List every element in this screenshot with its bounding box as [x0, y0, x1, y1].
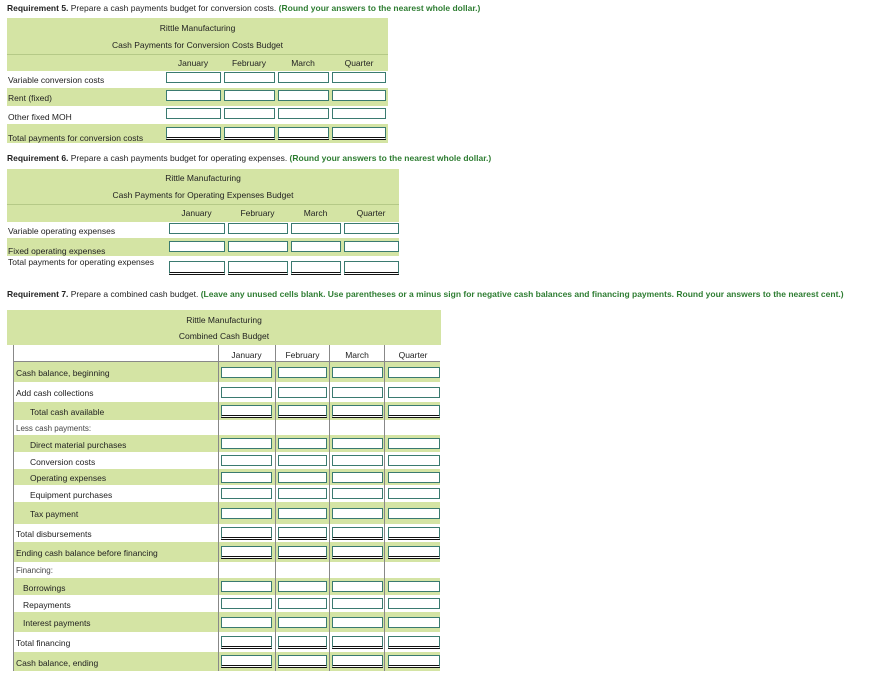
input-operating-expenses-february[interactable]	[278, 472, 327, 483]
input-add-cash-collections-march[interactable]	[332, 387, 383, 398]
row-label-variable-conversion-costs: Variable conversion costs	[8, 75, 105, 85]
input-add-cash-collections-quarter[interactable]	[388, 387, 440, 398]
input-cash-balance-ending-february[interactable]	[278, 655, 327, 668]
row-label-repayments: Repayments	[23, 600, 71, 610]
input-interest-payments-february[interactable]	[278, 617, 327, 628]
input-equipment-purchases-february[interactable]	[278, 488, 327, 499]
input-total-financing-quarter[interactable]	[388, 636, 440, 649]
input-add-cash-collections-february[interactable]	[278, 387, 327, 398]
budget-title: Combined Cash Budget	[178, 331, 270, 341]
input-cash-balance-beginning-quarter[interactable]	[388, 367, 440, 378]
row-label-equipment-purchases: Equipment purchases	[30, 490, 113, 500]
col-header-february: February	[231, 58, 266, 68]
row-label-total-financing: Total financing	[16, 638, 71, 648]
col-header-march: March	[291, 58, 315, 68]
input-borrowings-february[interactable]	[278, 581, 327, 592]
input-operating-expenses-january[interactable]	[221, 472, 272, 483]
input-operating-expenses-march[interactable]	[332, 472, 383, 483]
col-header-march: March	[345, 350, 369, 360]
input-fixed-operating-january[interactable]	[169, 241, 225, 252]
row-label-total-conversion-costs: Total payments for conversion costs	[8, 133, 144, 143]
input-equipment-purchases-quarter[interactable]	[388, 488, 440, 499]
input-variable-operating-march[interactable]	[291, 223, 341, 234]
input-direct-material-purchases-march[interactable]	[332, 438, 383, 449]
input-total-disbursements-quarter[interactable]	[388, 527, 440, 540]
row-label-total-cash-available: Total cash available	[30, 407, 105, 417]
input-total-conversion-march[interactable]	[278, 127, 329, 140]
requirement-5-instruction: Requirement 5. Prepare a cash payments budget for conversion costs. (Round your answers to the nearest whole dollar.)	[7, 3, 481, 13]
input-other-moh-january[interactable]	[166, 108, 221, 119]
col-header-march: March	[303, 208, 328, 218]
col-header-january: January	[177, 58, 209, 68]
input-rent-march[interactable]	[278, 90, 329, 101]
input-total-cash-available-march[interactable]	[332, 405, 383, 418]
company-name: Rittle Manufacturing	[159, 23, 236, 33]
input-repayments-quarter[interactable]	[388, 598, 440, 609]
input-total-operating-january[interactable]	[169, 261, 225, 275]
input-tax-payment-february[interactable]	[278, 508, 327, 519]
input-fixed-operating-quarter[interactable]	[344, 241, 399, 252]
input-interest-payments-march[interactable]	[332, 617, 383, 628]
input-other-moh-quarter[interactable]	[332, 108, 386, 119]
input-borrowings-march[interactable]	[332, 581, 383, 592]
input-operating-expenses-quarter[interactable]	[388, 472, 440, 483]
company-name: Rittle Manufacturing	[186, 315, 262, 325]
col-header-february: February	[285, 350, 320, 360]
input-interest-payments-quarter[interactable]	[388, 617, 440, 628]
budget-title: Cash Payments for Operating Expenses Budget	[112, 190, 294, 200]
requirement-7-instruction: Requirement 7. Prepare a combined cash budget. (Leave any unused cells blank. Use parentheses or a minus sign for negative cash balances and financing payments. Round your answers to the nearest cent.)	[7, 289, 844, 299]
input-total-cash-available-february[interactable]	[278, 405, 327, 418]
row-label-fixed-operating-expenses: Fixed operating expenses	[8, 246, 106, 256]
input-total-cash-available-quarter[interactable]	[388, 405, 440, 418]
col-header-quarter: Quarter	[398, 350, 428, 360]
input-ending-balance-before-financing-february[interactable]	[278, 546, 327, 559]
input-tax-payment-march[interactable]	[332, 508, 383, 519]
input-borrowings-january[interactable]	[221, 581, 272, 592]
row-label-cash-balance-ending: Cash balance, ending	[16, 658, 99, 668]
input-repayments-march[interactable]	[332, 598, 383, 609]
input-total-conversion-quarter[interactable]	[332, 127, 386, 140]
row-label-conversion-costs: Conversion costs	[30, 457, 96, 467]
input-interest-payments-january[interactable]	[221, 617, 272, 628]
input-direct-material-purchases-january[interactable]	[221, 438, 272, 449]
input-variable-operating-quarter[interactable]	[344, 223, 399, 234]
input-variable-conversion-quarter[interactable]	[332, 72, 386, 83]
col-header-january: January	[181, 208, 212, 218]
input-total-financing-february[interactable]	[278, 636, 327, 649]
input-conversion-costs-quarter[interactable]	[388, 455, 440, 466]
col-header-february: February	[240, 208, 275, 218]
input-equipment-purchases-march[interactable]	[332, 488, 383, 499]
input-cash-balance-ending-quarter[interactable]	[388, 655, 440, 668]
requirement-6-instruction: Requirement 6. Prepare a cash payments budget for operating expenses. (Round your answers to the nearest whole dollar.)	[7, 153, 492, 163]
company-name: Rittle Manufacturing	[165, 173, 241, 183]
row-label-rent-fixed: Rent (fixed)	[8, 93, 52, 103]
input-cash-balance-ending-march[interactable]	[332, 655, 383, 668]
input-variable-conversion-march[interactable]	[278, 72, 329, 83]
row-label-tax-payment: Tax payment	[30, 509, 79, 519]
input-total-disbursements-march[interactable]	[332, 527, 383, 540]
input-repayments-january[interactable]	[221, 598, 272, 609]
input-fixed-operating-february[interactable]	[228, 241, 288, 252]
input-total-financing-january[interactable]	[221, 636, 272, 649]
input-total-operating-quarter[interactable]	[344, 261, 399, 275]
row-label-less-cash-payments: Less cash payments:	[16, 424, 92, 433]
input-tax-payment-january[interactable]	[221, 508, 272, 519]
input-cash-balance-beginning-february[interactable]	[278, 367, 327, 378]
row-label-borrowings: Borrowings	[23, 583, 66, 593]
col-header-january: January	[231, 350, 262, 360]
row-label-other-fixed-moh: Other fixed MOH	[8, 112, 72, 122]
table-row	[13, 562, 440, 578]
input-other-moh-february[interactable]	[224, 108, 275, 119]
input-total-cash-available-january[interactable]	[221, 405, 272, 418]
input-variable-conversion-february[interactable]	[224, 72, 275, 83]
budget-title: Cash Payments for Conversion Costs Budget	[111, 40, 284, 50]
input-ending-balance-before-financing-january[interactable]	[221, 546, 272, 559]
row-label-cash-balance-beginning: Cash balance, beginning	[16, 368, 110, 378]
input-add-cash-collections-january[interactable]	[221, 387, 272, 398]
input-rent-quarter[interactable]	[332, 90, 386, 101]
input-total-operating-february[interactable]	[228, 261, 288, 275]
input-fixed-operating-march[interactable]	[291, 241, 341, 252]
input-total-operating-march[interactable]	[291, 261, 341, 275]
row-label-total-operating-expenses: Total payments for operating expenses	[8, 257, 155, 267]
input-total-disbursements-january[interactable]	[221, 527, 272, 540]
row-label-direct-material-purchases: Direct material purchases	[30, 440, 127, 450]
input-cash-balance-beginning-march[interactable]	[332, 367, 383, 378]
input-direct-material-purchases-quarter[interactable]	[388, 438, 440, 449]
input-total-financing-march[interactable]	[332, 636, 383, 649]
input-conversion-costs-march[interactable]	[332, 455, 383, 466]
input-repayments-february[interactable]	[278, 598, 327, 609]
row-label-interest-payments: Interest payments	[23, 618, 91, 628]
input-total-conversion-january[interactable]	[166, 127, 221, 140]
row-label-variable-operating-expenses: Variable operating expenses	[8, 226, 116, 236]
input-other-moh-march[interactable]	[278, 108, 329, 119]
row-label-add-cash-collections: Add cash collections	[16, 388, 94, 398]
input-equipment-purchases-january[interactable]	[221, 488, 272, 499]
input-cash-balance-ending-january[interactable]	[221, 655, 272, 668]
input-total-disbursements-february[interactable]	[278, 527, 327, 540]
row-label-financing: Financing:	[16, 566, 53, 575]
input-ending-balance-before-financing-quarter[interactable]	[388, 546, 440, 559]
input-variable-operating-january[interactable]	[169, 223, 225, 234]
input-cash-balance-beginning-january[interactable]	[221, 367, 272, 378]
row-label-total-disbursements: Total disbursements	[16, 529, 92, 539]
input-total-conversion-february[interactable]	[224, 127, 275, 140]
input-rent-february[interactable]	[224, 90, 275, 101]
col-header-quarter: Quarter	[344, 58, 374, 68]
row-label-ending-balance-before-financing: Ending cash balance before financing	[16, 548, 158, 558]
col-header-quarter: Quarter	[356, 208, 386, 218]
input-rent-january[interactable]	[166, 90, 221, 101]
input-tax-payment-quarter[interactable]	[388, 508, 440, 519]
input-conversion-costs-february[interactable]	[278, 455, 327, 466]
input-variable-conversion-january[interactable]	[166, 72, 221, 83]
input-conversion-costs-january[interactable]	[221, 455, 272, 466]
input-ending-balance-before-financing-march[interactable]	[332, 546, 383, 559]
input-borrowings-quarter[interactable]	[388, 581, 440, 592]
input-direct-material-purchases-february[interactable]	[278, 438, 327, 449]
input-variable-operating-february[interactable]	[228, 223, 288, 234]
row-label-operating-expenses: Operating expenses	[30, 473, 107, 483]
